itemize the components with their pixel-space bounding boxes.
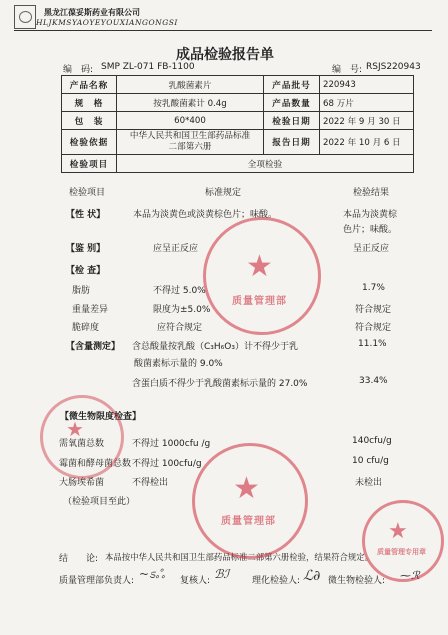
test-date-label: 检验日期: [264, 112, 320, 130]
qty-value: 68 万片: [320, 94, 414, 112]
code-value: SMP ZL-071 FB-1100: [101, 62, 195, 72]
identification-standard: 应呈正反应: [153, 244, 199, 254]
batch-value: 220943: [320, 76, 414, 94]
test-date-value: 2022 年 9 月 30 日: [320, 112, 414, 130]
assay-result: 11.1%: [358, 339, 387, 349]
seal-4-star-icon: ★: [66, 417, 84, 441]
assay-standard-2: 酸菌素标示量的 9.0%: [134, 359, 223, 369]
weight-label: 重量差异: [72, 305, 109, 315]
product-name-label: 产品名称: [62, 76, 117, 94]
company-name-cn: 黑龙江葆妥斯药业有限公司: [44, 8, 140, 17]
page-title: 成品检验报告单: [176, 47, 274, 63]
seal-1-star-icon: ★: [246, 249, 273, 284]
company-name-pinyin: HLJKMSYAOYEYOUXIANGONGSI: [36, 18, 178, 27]
col-result: 检验结果: [353, 188, 390, 198]
mold-label: 霉菌和酵母菌总数: [59, 459, 132, 469]
code-label: 编 码:: [63, 65, 94, 75]
ecoli-label: 大肠埃希菌: [59, 478, 105, 488]
product-name-value: 乳酸菌素片: [117, 76, 264, 94]
seal-1-center-text: 质量管理部: [232, 296, 287, 307]
appearance-result-1: 本品为淡黄棕: [343, 210, 398, 220]
protein-result: 33.4%: [359, 376, 388, 386]
friability-result: 符合规定: [355, 323, 392, 333]
table-row: [62, 155, 414, 173]
spec-label: 规 格: [62, 94, 117, 112]
protein-standard: 含蛋白质不得少于乳酸菌素标示量的 27.0%: [132, 379, 308, 389]
mold-result: 10 cfu/g: [352, 456, 389, 466]
pack-label: 包 装: [62, 112, 117, 130]
assay-standard-1: 含总酸量按乳酸（C₃H₆O₃）计不得少于乳: [132, 342, 298, 352]
basis-line-1: 中华人民共和国卫生部药品标准: [129, 131, 251, 141]
conclusion-label: 结 论:: [59, 554, 99, 564]
basis-line-2: 二部第六册: [168, 142, 212, 152]
batch-label: 产品批号: [264, 76, 320, 94]
seal-3-star-icon: ★: [388, 519, 408, 544]
appearance-result-2: 色片；味酸。: [343, 225, 398, 235]
end-note: （检验项目至此）: [63, 497, 136, 507]
tester-label: 理化检验人:: [252, 576, 301, 586]
company-logo-icon: [14, 5, 36, 29]
tester-signature: ℒ∂: [303, 568, 321, 584]
report-date-label: 报告日期: [264, 130, 320, 155]
fat-label: 脂肪: [72, 286, 91, 296]
reviewer-signature: ℬℐ: [214, 567, 230, 581]
header-divider: [14, 30, 432, 31]
friability-label: 脆碎度: [72, 323, 100, 333]
appearance-heading: 【性 状】: [66, 210, 106, 220]
mold-standard: 不得过 100cfu/g: [132, 459, 202, 469]
table-row: [62, 76, 414, 94]
micro-tester-label: 微生物检验人:: [328, 576, 386, 586]
basis-value: [117, 130, 264, 155]
microbe-heading: 【微生物限度检查】: [60, 412, 142, 422]
conclusion-text: 本品按中华人民共和国卫生部药品标准二部第六册检验，结果符合规定。: [105, 552, 373, 562]
spec-value: 按乳酸菌素计 0.4g: [117, 94, 264, 112]
friability-standard: 应符合规定: [157, 323, 203, 333]
item-value: 全项检验: [117, 155, 414, 173]
table-row: [62, 94, 414, 112]
ecoli-result: 未检出: [355, 478, 383, 488]
report-date-value: 2022 年 10 月 6 日: [320, 130, 414, 155]
weight-result: 符合规定: [355, 305, 392, 315]
micro-tester-signature: ⁓ℛ: [400, 569, 420, 582]
assay-heading: 【含量测定】: [66, 342, 121, 352]
weight-standard: 限度为±5.0%: [153, 305, 211, 315]
aerobic-result: 140cfu/g: [352, 436, 392, 446]
seal-3-center-text: 质量管理专用章: [377, 548, 426, 556]
product-info-table: [61, 75, 414, 173]
qty-label: 产品数量: [264, 94, 320, 112]
fat-standard: 不得过 5.0%: [153, 286, 206, 296]
item-label: 检验项目: [62, 155, 117, 173]
check-heading: 【检 查】: [66, 266, 106, 276]
seal-2-center-text: 质量管理部: [221, 516, 276, 527]
table-row: [62, 112, 414, 130]
no-label: 编 号:: [332, 65, 363, 75]
table-row: [62, 130, 414, 155]
seal-2-star-icon: ★: [233, 471, 260, 506]
identification-heading: 【鉴 别】: [66, 244, 106, 254]
fat-result: 1.7%: [362, 283, 385, 293]
reviewer-label: 复核人:: [180, 576, 211, 586]
pack-value: 60*400: [117, 112, 264, 130]
ecoli-standard: 不得检出: [132, 478, 169, 488]
aerobic-label: 需氧菌总数: [59, 439, 105, 449]
qa-head-signature: ~ಽஃ: [139, 567, 165, 581]
no-value: RSJS220943: [366, 62, 421, 72]
identification-result: 呈正反应: [353, 244, 390, 254]
aerobic-standard: 不得过 1000cfu /g: [132, 439, 211, 449]
qa-head-label: 质量管理部负责人:: [59, 576, 135, 586]
appearance-standard: 本品为淡黄色或淡黄棕色片；味酸。: [133, 210, 278, 220]
col-item: 检验项目: [69, 188, 106, 198]
col-standard: 标准规定: [205, 188, 242, 198]
basis-label: 检验依据: [62, 130, 117, 155]
